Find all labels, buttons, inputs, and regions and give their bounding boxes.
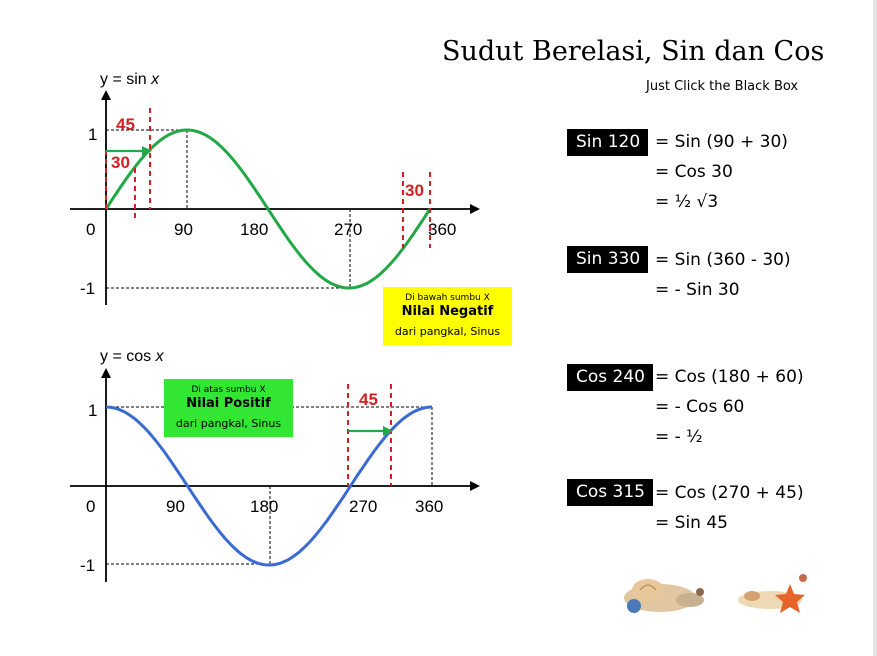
cos-x-tick-270: 270 <box>349 497 378 516</box>
cos-y-label: y = cos x <box>100 348 164 365</box>
sin-tag-45: 45 <box>116 115 135 134</box>
cos-x-tick-360: 360 <box>415 497 444 516</box>
sin-120-button[interactable]: Sin 120 <box>567 129 648 156</box>
cos-315-step-1: = Cos (270 + 45) <box>655 483 804 503</box>
note-positive-line1: Di atas sumbu X <box>191 385 266 395</box>
sin-x-tick-360: 360 <box>428 220 457 239</box>
sin-120-step-1: = Sin (90 + 30) <box>655 132 788 152</box>
note-positive <box>164 379 293 437</box>
sin-tag-30-right: 30 <box>405 181 424 200</box>
slide-subtitle: Just Click the Black Box <box>646 79 799 94</box>
cos-x-tick-90: 90 <box>166 497 185 516</box>
cos-240-step-2: = - Cos 60 <box>655 397 745 417</box>
sin-x-tick-90: 90 <box>174 220 193 239</box>
sin-origin-label: 0 <box>86 220 96 239</box>
starfish-decoration-right <box>738 574 807 613</box>
sin-y-label: y = sin x <box>100 71 160 88</box>
note-positive-line3: dari pangkal, Sinus <box>175 416 282 430</box>
sin-x-tick-180: 180 <box>240 220 269 239</box>
cos-315-button[interactable]: Cos 315 <box>567 479 653 506</box>
sin-y-tick-minus1: -1 <box>80 279 96 298</box>
sin-tag-30-left: 30 <box>111 153 130 172</box>
note-positive-line2: Nilai Positif <box>186 396 271 412</box>
cos-y-tick-1: 1 <box>88 401 98 420</box>
note-negative-line3: dari pangkal, Sinus <box>394 324 501 338</box>
note-negative-line1: Di bawah sumbu X <box>405 293 490 303</box>
cos-240-step-3: = - ½ <box>655 427 703 447</box>
sin-120-step-2: = Cos 30 <box>655 162 733 182</box>
sin-y-tick-1: 1 <box>88 125 98 144</box>
cos-240-button[interactable]: Cos 240 <box>567 364 653 391</box>
sin-120-step-3: = ½ √3 <box>655 192 719 212</box>
sin-graph <box>70 71 478 305</box>
cos-x-tick-180: 180 <box>250 497 279 516</box>
cos-tag-45: 45 <box>359 390 378 409</box>
sin-x-tick-270: 270 <box>334 220 363 239</box>
sin-330-button[interactable]: Sin 330 <box>567 246 648 273</box>
slide-title: Sudut Berelasi, Sin dan Cos <box>442 36 825 67</box>
cos-y-tick-minus1: -1 <box>80 556 96 575</box>
sin-330-step-2: = - Sin 30 <box>655 280 740 300</box>
seashell-decoration-left <box>624 579 704 613</box>
sin-330-step-1: = Sin (360 - 30) <box>655 250 791 270</box>
note-negative-line2: Nilai Negatif <box>401 304 494 320</box>
cos-origin-label: 0 <box>86 497 96 516</box>
cos-315-step-2: = Sin 45 <box>655 513 728 533</box>
cos-240-step-1: = Cos (180 + 60) <box>655 367 804 387</box>
note-negative <box>383 287 512 345</box>
